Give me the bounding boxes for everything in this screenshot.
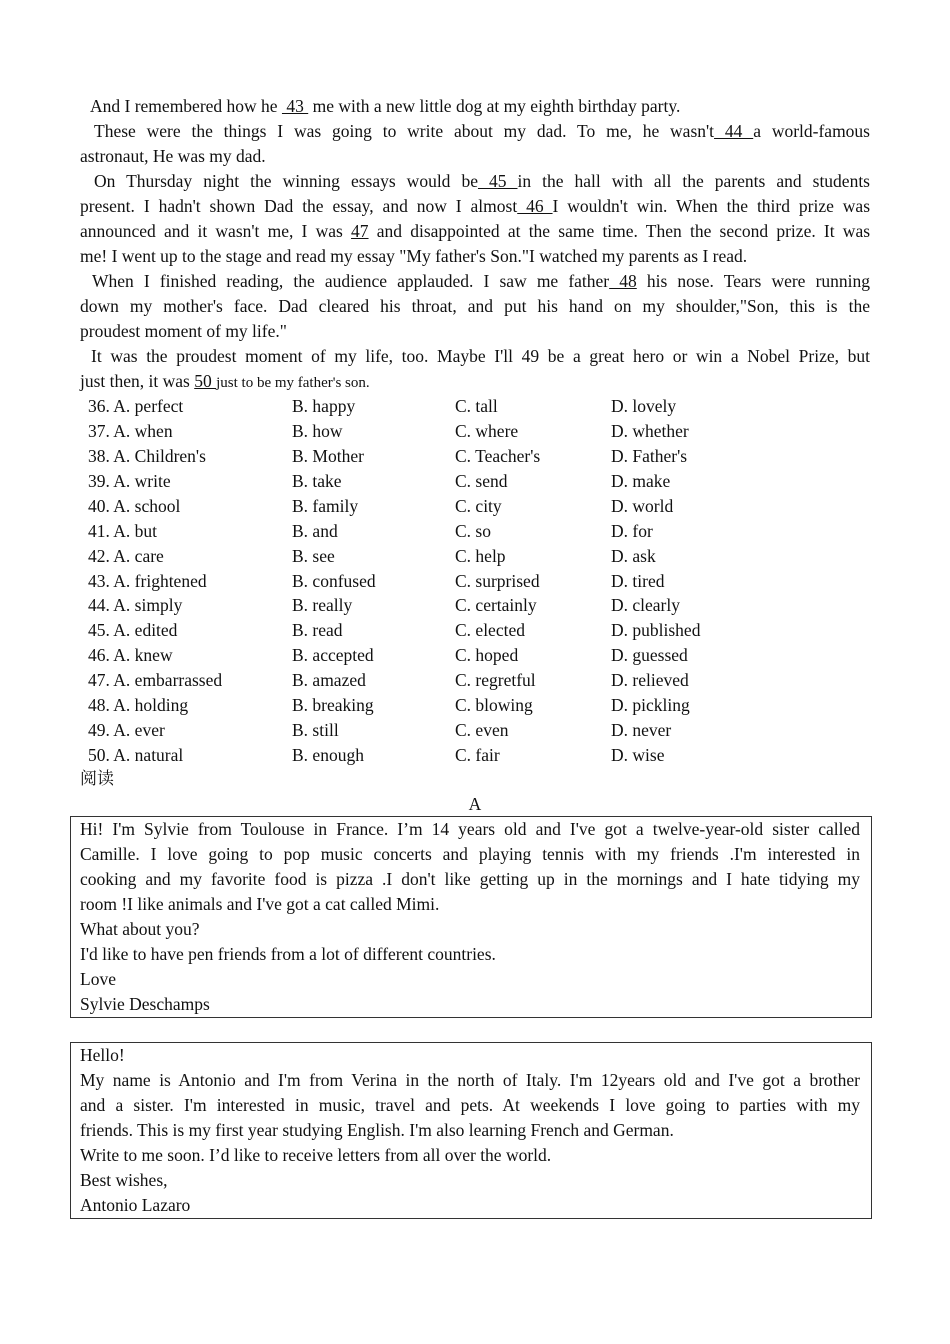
option-40-c: C. city [455,495,502,516]
option-46-b: B. accepted [292,645,374,666]
text: me with a new little dog at my eighth birthday party. [312,96,681,116]
passage-line: proudest moment of my life." [80,321,287,341]
text: I wouldn't win. When the third prize was [552,196,871,216]
letter-line: Write to me soon. I’d like to receive letters from all over the world. [80,1145,552,1165]
text: just to be my father's son. [216,375,370,391]
text: his nose. Tears were running [646,271,871,291]
option-43-c: C. surprised [455,570,540,591]
text: announced and it wasn't me, I was [80,221,343,241]
letter-line: My name is Antonio and I'm from Verina in the north of Italy. I'm 12years old and I've got a brother [80,1070,860,1090]
letter-line: Camille. I love going to pop music concerts and playing tennis with my friends .I'm interested in [80,844,860,864]
option-48-c: C. blowing [455,695,533,716]
option-40-a: 40. A. school [88,495,181,516]
option-45-b: B. read [292,620,343,641]
option-41-a: 41. A. but [88,520,158,541]
option-43-d: D. tired [611,570,665,591]
option-41-d: D. for [611,520,653,541]
option-37-b: B. how [292,420,343,441]
option-47-b: B. amazed [292,670,366,691]
option-36-c: C. tall [455,396,498,416]
option-38-c: C. Teacher's [455,445,541,466]
passage-line-43 [90,94,880,119]
option-46-a: 46. A. knew [88,645,173,666]
option-36-a: 36. A. perfect [88,396,184,416]
option-42-b: B. see [292,545,335,566]
option-41-b: B. and [292,520,338,541]
letter-line: room !I like animals and I've got a cat called Mimi. [80,894,440,914]
option-38-b: B. Mother [292,445,364,466]
text: in the hall with all the parents and students [517,171,870,191]
option-49-b: B. still [292,720,339,741]
passage-line-44 [80,119,870,144]
letter-line: Best wishes, [80,1170,168,1190]
option-45-d: D. published [611,620,701,641]
text: and disappointed at the same time. Then the second prize. It was [376,221,871,241]
option-44-c: C. certainly [455,595,537,616]
option-38-d: D. Father's [611,445,688,466]
passage-line-48 [80,269,870,294]
passage-line: down my mother's face. Dad cleared his throat, and put his hand on my shoulder,"Son, this is the [80,296,870,316]
passage-line-46 [80,194,870,219]
passage-line: me! I went up to the stage and read my essay "My father's Son."I watched my parents as I read. [80,246,748,266]
letter-line: Hello! [80,1045,125,1065]
passage-line: astronaut, He was my dad. [80,146,266,166]
option-48-a: 48. A. holding [88,695,189,716]
option-42-d: D. ask [611,545,656,566]
passage-line-45 [80,169,870,194]
option-50-b: B. enough [292,745,364,766]
option-41-c: C. so [455,520,491,541]
passage-line-47 [80,219,870,244]
text: present. I hadn't shown Dad the essay, and now I almost [80,196,518,216]
option-36-d: D. lovely [611,396,677,416]
blank-45: 45 [477,171,518,191]
letter-line: cooking and my favorite food is pizza .I don't like getting up in the mornings and I hate tidying my [80,869,860,889]
option-44-a: 44. A. simply [88,595,183,616]
option-48-b: B. breaking [292,695,374,716]
blank-46: 46 [517,196,553,216]
option-38-a: 38. A. Children's [88,445,206,466]
option-43-a: 43. A. frightened [88,570,207,591]
blank-44: 44 [714,121,754,141]
option-44-b: B. really [292,595,353,616]
letter-line: I'd like to have pen friends from a lot of different countries. [80,944,496,964]
option-47-d: D. relieved [611,670,689,691]
option-46-d: D. guessed [611,645,688,666]
option-46-c: C. hoped [455,645,519,666]
option-37-a: 37. A. when [88,420,173,441]
option-37-d: D. whether [611,420,689,441]
option-49-a: 49. A. ever [88,720,165,741]
option-40-b: B. family [292,495,359,516]
option-45-a: 45. A. edited [88,620,178,641]
text: And I remembered how he [90,96,278,116]
text: On Thursday night the winning essays would be [94,171,478,191]
option-42-a: 42. A. care [88,545,164,566]
letter-line: and a sister. I'm interested in music, travel and pets. At weekends I love going to parties with my [80,1095,860,1115]
passage-line-49: It was the proudest moment of my life, too. Maybe I'll 49 be a great hero or win a Nobel Prize, but [91,346,870,366]
option-47-a: 47. A. embarrassed [88,670,223,691]
option-50-c: C. fair [455,745,500,766]
option-39-a: 39. A. write [88,470,171,491]
section-label: A [468,794,482,814]
blank-43: 43 [281,96,309,116]
reading-heading: 阅读 [80,769,114,789]
option-49-d: D. never [611,720,672,741]
option-39-b: B. take [292,470,342,491]
option-50-d: D. wise [611,745,665,766]
option-42-c: C. help [455,545,506,566]
option-47-c: C. regretful [455,670,536,691]
text: a world-famous [753,121,870,141]
option-50-a: 50. A. natural [88,745,184,766]
option-39-d: D. make [611,470,671,491]
text: These were the things I was going to write about my dad. To me, he wasn't [94,121,715,141]
blank-48: 48 [609,271,637,291]
option-49-c: C. even [455,720,509,741]
option-48-d: D. pickling [611,695,690,716]
passage-line-50 [80,369,870,394]
letter-line: Antonio Lazaro [80,1195,191,1215]
option-37-c: C. where [455,420,519,441]
blank-50: 50 [194,371,217,391]
letter-line: Hi! I'm Sylvie from Toulouse in France. I’m 14 years old and I've got a twelve-year-old sister called [80,819,860,839]
letter-line: Love [80,969,116,989]
text: When I finished reading, the audience applauded. I saw me father [92,271,610,291]
blank-47: 47 [351,221,369,241]
letter-line: Sylvie Deschamps [80,994,210,1014]
letter-line: What about you? [80,919,200,939]
option-40-d: D. world [611,495,674,516]
text: just then, it was [80,371,190,391]
option-36-b: B. happy [292,396,356,416]
option-39-c: C. send [455,470,508,491]
option-45-c: C. elected [455,620,525,641]
option-43-b: B. confused [292,570,376,591]
option-44-d: D. clearly [611,595,680,616]
letter-line: friends. This is my first year studying English. I'm also learning French and German. [80,1120,674,1140]
